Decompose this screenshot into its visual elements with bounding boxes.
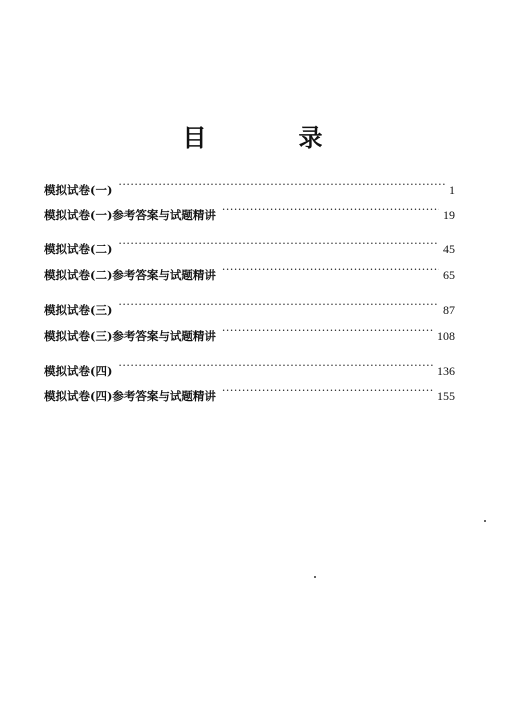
toc-entry-page: 65 xyxy=(443,268,455,282)
toc-entry-label: 模拟试卷(三) xyxy=(44,303,113,317)
toc-entry[interactable] xyxy=(44,176,455,197)
toc-entry-label: 模拟试卷(二) xyxy=(44,242,113,256)
toc-entry-page: 1 xyxy=(449,183,455,197)
toc-entry-page: 45 xyxy=(443,242,455,256)
toc-entry[interactable] xyxy=(44,235,455,256)
toc-entry-label: 模拟试卷(一)参考答案与试题精讲 xyxy=(44,208,216,222)
toc-entry[interactable] xyxy=(44,382,455,403)
toc-entry-page: 155 xyxy=(437,389,455,403)
toc-entry-page: 19 xyxy=(443,208,455,222)
toc-entry-label: 模拟试卷(四)参考答案与试题精讲 xyxy=(44,389,216,403)
toc-entry-page: 108 xyxy=(437,329,455,343)
toc-entry-page: 87 xyxy=(443,303,455,317)
toc-title: 目 录 xyxy=(182,123,357,152)
toc-entry[interactable] xyxy=(44,322,455,343)
toc-entry-label: 模拟试卷(三)参考答案与试题精讲 xyxy=(44,329,216,343)
scan-speck xyxy=(314,576,316,578)
toc-entry[interactable] xyxy=(44,296,455,317)
dot-leader xyxy=(222,261,439,279)
toc-entry-label: 模拟试卷(一) xyxy=(44,183,113,197)
toc-entry-label: 模拟试卷(四) xyxy=(44,364,113,378)
toc-entry[interactable] xyxy=(44,201,455,222)
dot-leader xyxy=(222,382,433,400)
dot-leader xyxy=(118,296,439,314)
toc-entry-label: 模拟试卷(二)参考答案与试题精讲 xyxy=(44,268,216,282)
toc-entry[interactable] xyxy=(44,261,455,282)
dot-leader xyxy=(222,322,433,340)
scan-speck xyxy=(484,520,486,522)
dot-leader xyxy=(118,235,439,253)
toc-entry[interactable] xyxy=(44,357,455,378)
dot-leader xyxy=(118,176,445,194)
dot-leader xyxy=(118,357,433,375)
dot-leader xyxy=(222,201,439,219)
toc-entry-page: 136 xyxy=(437,364,455,378)
